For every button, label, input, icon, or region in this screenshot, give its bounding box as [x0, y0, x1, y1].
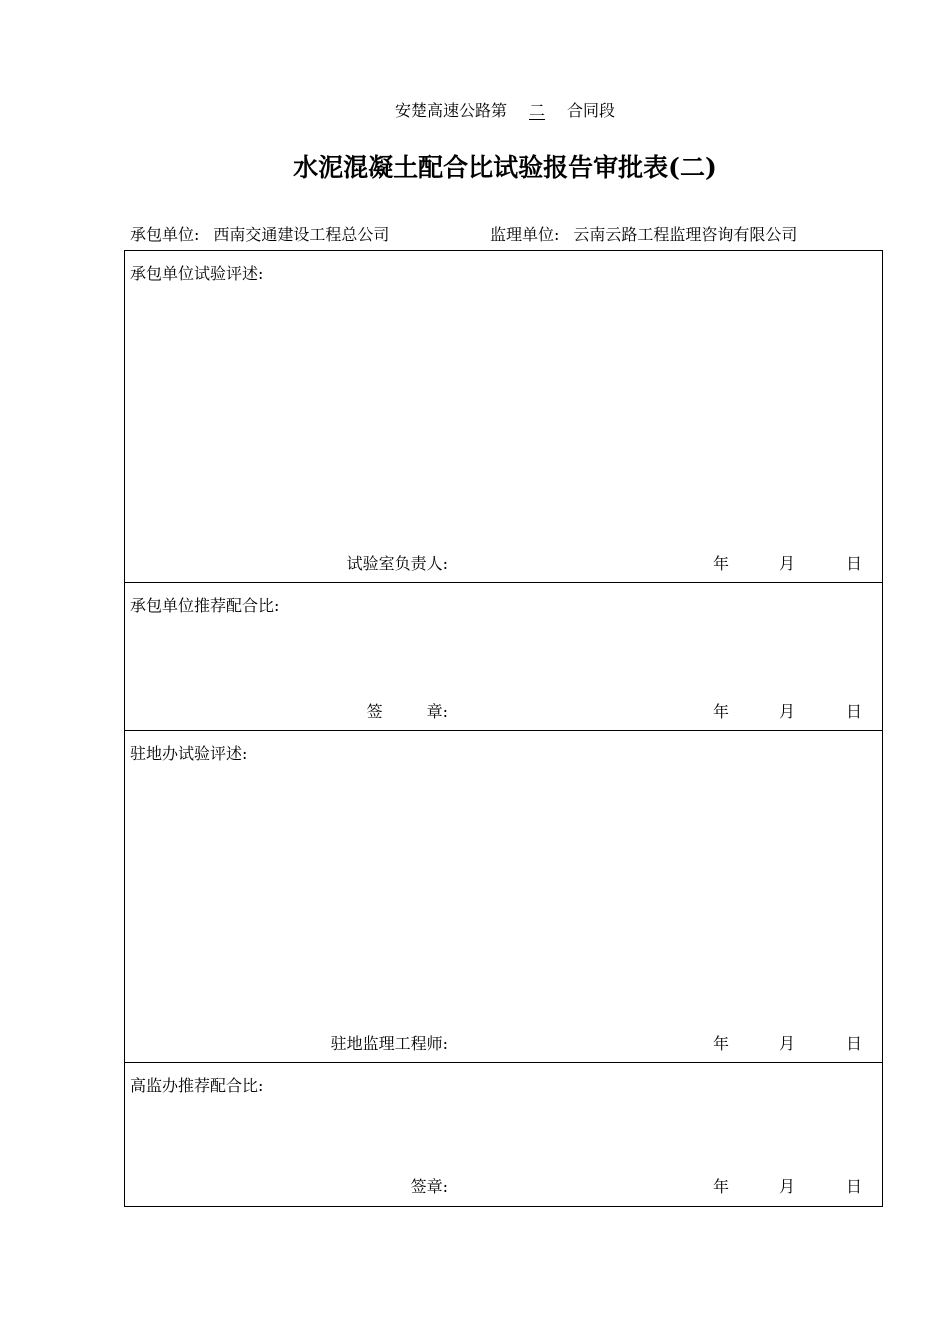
approval-form: [124, 250, 883, 1207]
subtitle-suffix: 合同段: [567, 101, 616, 120]
date-month: 月: [779, 554, 796, 573]
supervisor-label: 监理单位:: [490, 225, 560, 244]
section-contractor-test-review: [125, 251, 882, 583]
signer-label: [367, 699, 448, 722]
contract-section-number: 二: [528, 101, 545, 120]
date-month: 月: [779, 1034, 796, 1053]
contractor-name: 西南交通建设工程总公司: [213, 225, 390, 244]
date-month: 月: [779, 702, 796, 721]
page-title: 水泥混凝土配合比试验报告审批表(二): [293, 153, 717, 182]
contractor-label: 承包单位:: [130, 225, 200, 244]
signer-label-part-a: 签: [366, 702, 383, 721]
section-heading: 承包单位推荐配合比:: [130, 596, 280, 615]
section-contractor-recommended-mix: [125, 583, 882, 731]
date-day: 日: [846, 554, 863, 573]
date-day: 日: [846, 702, 863, 721]
date-day: 日: [846, 1034, 863, 1053]
section-resident-office-test-review: [125, 731, 882, 1063]
signer-label: 签章:: [410, 1177, 448, 1196]
signer-label: 驻地监理工程师:: [330, 1034, 448, 1053]
date-year: 年: [713, 702, 730, 721]
section-heading: 驻地办试验评述:: [130, 744, 248, 763]
subtitle-prefix: 安楚高速公路第: [394, 101, 507, 120]
signer-label-part-b: 章:: [426, 702, 448, 721]
date-day: 日: [846, 1177, 863, 1196]
date-month: 月: [779, 1177, 796, 1196]
date-year: 年: [713, 554, 730, 573]
section-heading: 承包单位试验评述:: [130, 264, 264, 283]
contract-section-line: [0, 98, 950, 121]
supervisor-name: 云南云路工程监理咨询有限公司: [573, 225, 798, 244]
section-senior-office-recommended-mix: [125, 1063, 882, 1205]
date-year: 年: [713, 1034, 730, 1053]
signer-label: 试验室负责人:: [346, 554, 448, 573]
date-year: 年: [713, 1177, 730, 1196]
supervisor-unit: [490, 222, 797, 245]
section-heading: 高监办推荐配合比:: [130, 1076, 264, 1095]
contractor-unit: [130, 222, 389, 245]
